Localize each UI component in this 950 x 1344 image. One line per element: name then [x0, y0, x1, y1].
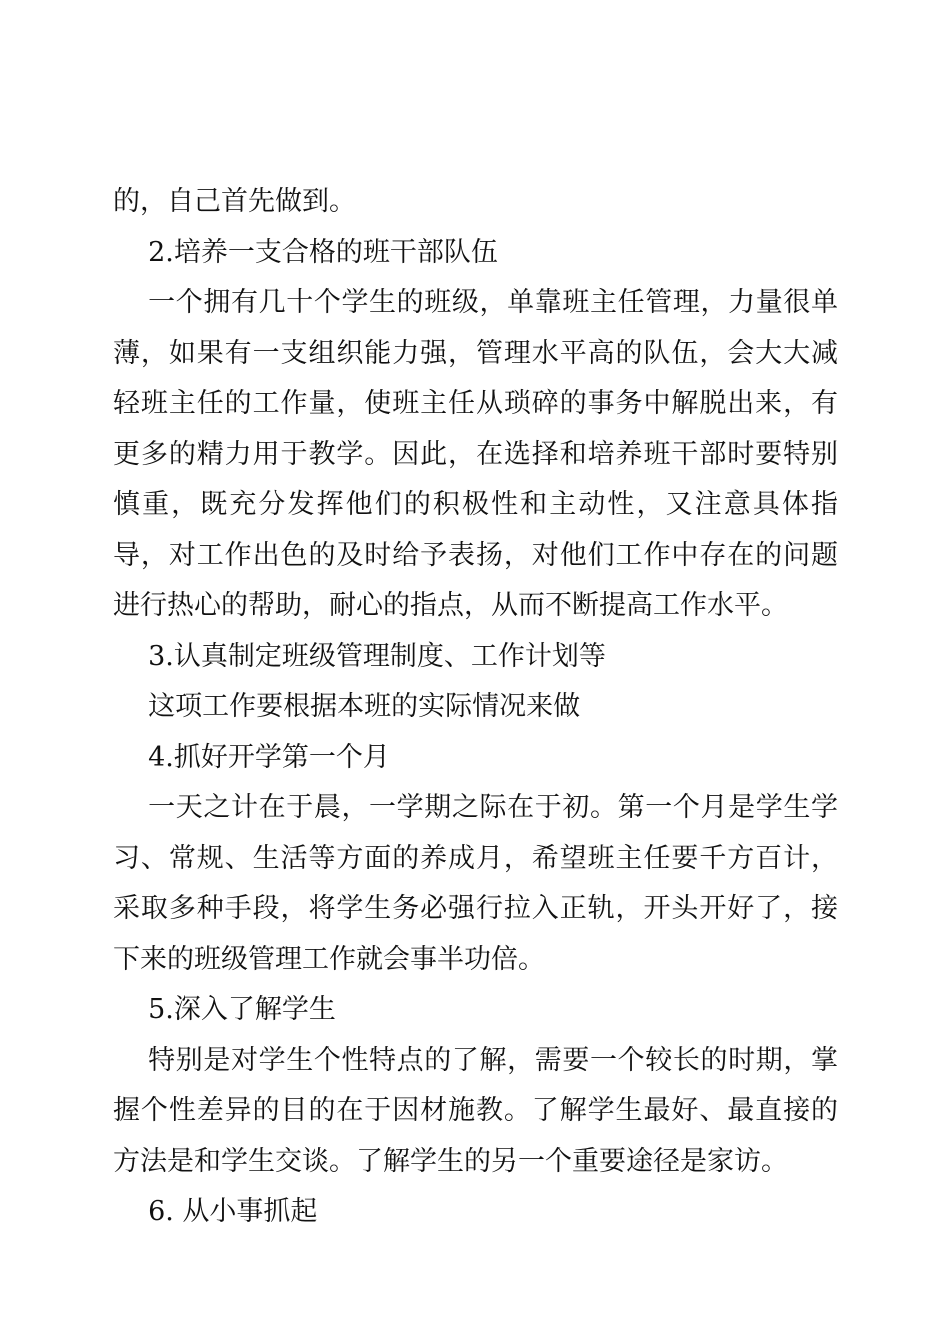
- section-heading-2: 2.培养一支合格的班干部队伍: [148, 236, 498, 268]
- section-heading-5: 5.深入了解学生: [148, 994, 336, 1025]
- document-body: [113, 177, 838, 1238]
- section-heading-6: 6. 从小事抓起: [148, 1196, 318, 1227]
- paragraph-management-rules: 这项工作要根据本班的实际情况来做: [148, 691, 581, 722]
- paragraph-continuation: 的，自己首先做到。: [113, 186, 356, 217]
- section-heading-3: 3.认真制定班级管理制度、工作计划等: [148, 640, 606, 672]
- paragraph-first-month: 一天之计在于晨，一学期之际在于初。第一个月是学生学习、常规、生活等方面的养成月，希望班主任要千方百计，采取多种手段，将学生务必强行拉入正轨，开头开好了，接下来的班级管理工作就会事半功倍。: [113, 792, 838, 975]
- paragraph-know-students: 特别是对学生个性特点的了解，需要一个较长的时期，掌握个性差异的目的在于因材施教。了解学生最好、最直接的方法是和学生交谈。了解学生的另一个重要途径是家访。: [113, 1044, 838, 1177]
- section-heading-4: 4.抓好开学第一个月: [148, 741, 390, 773]
- paragraph-class-cadre: 一个拥有几十个学生的班级，单靠班主任管理，力量很单薄，如果有一支组织能力强，管理水平高的队伍，会大大减轻班主任的工作量，使班主任从琐碎的事务中解脱出来，有更多的精力用于教学。因此，在选择和培养班干部时要特别慎重，既充分发挥他们的积极性和主动性，又注意具体指导，对工作出色的及时给予表扬，对他们工作中存在的问题进行热心的帮助，耐心的指点，从而不断提高工作水平。: [113, 287, 838, 621]
